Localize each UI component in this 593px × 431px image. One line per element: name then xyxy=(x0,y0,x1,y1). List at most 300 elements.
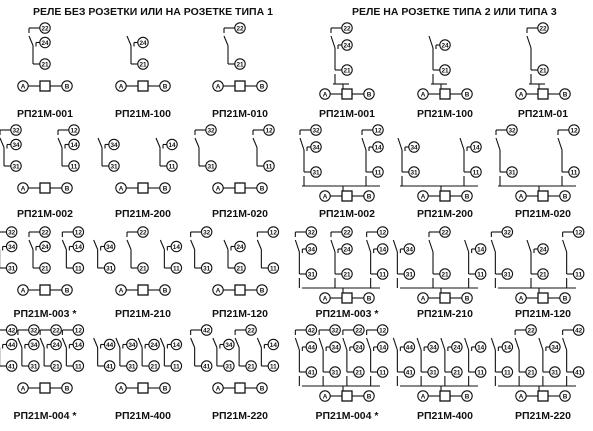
contact-blade xyxy=(563,240,567,252)
terminal-label: 12 xyxy=(379,229,387,237)
terminal-label: 31 xyxy=(307,271,315,279)
terminal-label: 32 xyxy=(503,229,511,237)
coil xyxy=(538,391,548,401)
contact-group-0 xyxy=(527,23,548,75)
coil xyxy=(138,285,148,295)
terminal-label: 14 xyxy=(374,144,382,152)
contact-group-0 xyxy=(331,23,352,75)
coil xyxy=(538,89,548,99)
terminal xyxy=(201,227,211,237)
terminal-label: 21 xyxy=(247,363,255,371)
terminal xyxy=(104,361,114,371)
relay-caption: РП21М-001 xyxy=(17,108,73,120)
terminal xyxy=(342,244,352,254)
terminal-label: A xyxy=(518,193,524,201)
terminal xyxy=(330,325,340,335)
terminal xyxy=(171,263,181,273)
terminal-label: 21 xyxy=(539,271,547,279)
terminal-label: 34 xyxy=(307,246,315,254)
terminal xyxy=(409,142,419,152)
terminal-label: 11 xyxy=(172,363,180,371)
terminal xyxy=(507,167,517,177)
terminal-label: 14 xyxy=(74,341,82,349)
terminal-label: 14 xyxy=(379,344,387,352)
terminal xyxy=(354,342,364,352)
terminal xyxy=(320,391,330,401)
terminal xyxy=(268,339,278,349)
terminal xyxy=(6,361,16,371)
terminal-label: B xyxy=(162,83,168,91)
terminal-label: 14 xyxy=(477,246,485,254)
contact-group-2 xyxy=(343,325,364,377)
terminal-label: 21 xyxy=(236,265,244,273)
contact-group-3 xyxy=(160,338,181,371)
relay-diagram xyxy=(94,338,182,393)
terminal xyxy=(213,383,223,393)
terminal xyxy=(62,81,72,91)
relay-caption: РП21М-200 xyxy=(115,208,171,220)
contact-blade xyxy=(496,138,500,150)
terminal xyxy=(18,81,28,91)
terminal xyxy=(306,227,316,237)
terminal-label: 21 xyxy=(139,61,147,69)
terminal-label: 12 xyxy=(269,229,277,237)
relay-caption: РП21М-01 xyxy=(517,108,569,120)
terminal-label: B xyxy=(562,295,568,303)
terminal xyxy=(40,23,50,33)
contact-group-0 xyxy=(127,36,148,69)
relay-caption: РП21М-210 xyxy=(115,308,171,320)
terminal xyxy=(224,339,234,349)
terminal-label: A xyxy=(118,385,124,393)
relay-diagram xyxy=(94,227,182,295)
terminal-label: A xyxy=(20,83,26,91)
terminal xyxy=(342,227,352,237)
terminal-label: 12 xyxy=(265,127,273,135)
terminal-label: 22 xyxy=(539,25,547,33)
terminal-label: 31 xyxy=(405,271,413,279)
contact-blade xyxy=(58,138,62,147)
contact-blade xyxy=(515,338,519,350)
terminal-label: A xyxy=(20,185,26,193)
terminal-label: 31 xyxy=(551,369,559,377)
terminal xyxy=(440,65,450,75)
coil xyxy=(342,191,352,201)
relay-caption: РП21М-100 xyxy=(417,108,473,120)
terminal-label: 14 xyxy=(70,141,78,149)
contact-blade xyxy=(94,338,98,347)
contact-blade xyxy=(491,240,495,252)
terminal-label: 34 xyxy=(110,141,118,149)
terminal xyxy=(462,89,472,99)
terminal-label: 41 xyxy=(575,369,583,377)
contact-blade xyxy=(0,138,4,147)
terminal xyxy=(160,183,170,193)
terminal xyxy=(69,161,79,171)
terminal xyxy=(40,263,50,273)
terminal xyxy=(471,142,481,152)
terminal-label: B xyxy=(162,385,168,393)
terminal-label: 31 xyxy=(110,163,118,171)
terminal xyxy=(550,342,560,352)
relay-diagram xyxy=(418,36,472,99)
terminal xyxy=(6,227,16,237)
terminal xyxy=(573,269,583,279)
relay-diagram xyxy=(491,227,584,303)
contact-group-1 xyxy=(429,227,450,279)
terminal-label: A xyxy=(118,287,124,295)
terminal xyxy=(306,244,316,254)
terminal xyxy=(364,191,374,201)
terminal-label: 31 xyxy=(128,363,136,371)
terminal xyxy=(213,81,223,91)
contact-blade xyxy=(62,338,66,347)
terminal xyxy=(502,342,512,352)
terminal xyxy=(560,89,570,99)
terminal-label: 31 xyxy=(8,265,16,273)
contact-blade xyxy=(224,36,228,45)
coil xyxy=(342,391,352,401)
terminal-label: 11 xyxy=(575,271,583,279)
terminal xyxy=(569,125,579,135)
terminal-label: 12 xyxy=(575,229,583,237)
terminal xyxy=(342,23,352,33)
terminal xyxy=(373,167,383,177)
relay-caption: РП21М-010 xyxy=(212,108,268,120)
contact-blade xyxy=(460,138,464,150)
terminal-label: 22 xyxy=(355,327,363,335)
terminal xyxy=(149,339,159,349)
terminal xyxy=(560,293,570,303)
terminal-label: 42 xyxy=(575,327,583,335)
contact-group-0 xyxy=(94,338,115,371)
terminal-label: 34 xyxy=(405,246,413,254)
terminal xyxy=(418,191,428,201)
terminal-label: 21 xyxy=(343,271,351,279)
terminal xyxy=(29,325,39,335)
header-socket-type-2-3: РЕЛЕ НА РОЗЕТКЕ ТИПА 2 ИЛИ ТИПА 3 xyxy=(352,6,557,18)
terminal xyxy=(373,125,383,135)
contact-group-1 xyxy=(18,325,39,371)
terminal xyxy=(516,191,526,201)
terminal-label: A xyxy=(420,393,426,401)
terminal xyxy=(342,269,352,279)
relay-caption: РП21М-001 xyxy=(319,108,375,120)
terminal-label: 44 xyxy=(307,344,315,352)
terminal-label: 31 xyxy=(312,169,320,177)
terminal-label: 11 xyxy=(379,369,387,377)
contact-group-0 xyxy=(98,138,119,171)
contact-blade xyxy=(367,338,371,350)
terminal xyxy=(73,263,83,273)
terminal-label: A xyxy=(420,193,426,201)
terminal xyxy=(306,269,316,279)
terminal xyxy=(320,293,330,303)
contact-blade xyxy=(18,338,22,347)
terminal-label: 32 xyxy=(312,127,320,135)
terminal-label: 34 xyxy=(8,243,16,251)
relay-caption: РП21М-400 xyxy=(417,410,473,422)
contact-group-1 xyxy=(515,325,536,377)
relay-diagram xyxy=(295,227,387,303)
contact-blade xyxy=(429,36,433,48)
terminal xyxy=(62,285,72,295)
terminal xyxy=(573,367,583,377)
terminal xyxy=(330,367,340,377)
contact-group-1 xyxy=(331,227,352,279)
contact-blade xyxy=(362,138,366,150)
contact-group-0 xyxy=(195,125,216,171)
coil xyxy=(40,383,50,393)
terminal-label: 44 xyxy=(8,341,16,349)
terminal xyxy=(235,59,245,69)
terminal-label: B xyxy=(64,185,70,193)
relay-diagram xyxy=(320,23,374,99)
terminal-label: 32 xyxy=(307,229,315,237)
terminal-label: 24 xyxy=(150,341,158,349)
terminal-label: 12 xyxy=(70,127,78,135)
terminal-label: 34 xyxy=(12,141,20,149)
terminal xyxy=(116,383,126,393)
contact-blade xyxy=(191,338,195,347)
contact-blade xyxy=(127,36,131,45)
terminal xyxy=(160,383,170,393)
contact-blade xyxy=(465,240,469,252)
terminal-label: 21 xyxy=(441,67,449,75)
terminal xyxy=(502,227,512,237)
terminal-label: A xyxy=(518,91,524,99)
relay-caption: РП21М-200 xyxy=(417,208,473,220)
terminal-label: 32 xyxy=(12,127,20,135)
terminal xyxy=(364,89,374,99)
terminal-label: 14 xyxy=(503,344,511,352)
terminal xyxy=(306,325,316,335)
terminal xyxy=(342,65,352,75)
terminal xyxy=(213,285,223,295)
contact-group-0 xyxy=(295,325,316,377)
coil xyxy=(40,183,50,193)
terminal-label: 12 xyxy=(570,127,578,135)
terminal xyxy=(104,339,114,349)
terminal-label: B xyxy=(464,393,470,401)
contact-group-0 xyxy=(393,240,414,279)
contact-blade xyxy=(295,240,299,252)
relay-caption: РП21М-020 xyxy=(515,208,571,220)
terminal-label: B xyxy=(366,91,372,99)
contact-blade xyxy=(331,36,335,48)
terminal-label: B xyxy=(162,185,168,193)
terminal-label: 34 xyxy=(429,344,437,352)
terminal-label: 11 xyxy=(70,163,78,171)
contact-group-3 xyxy=(257,338,278,371)
terminal-label: 31 xyxy=(508,169,516,177)
terminal xyxy=(264,125,274,135)
contact-blade xyxy=(160,240,164,249)
terminal-label: 24 xyxy=(343,42,351,50)
terminal-label: 31 xyxy=(207,163,215,171)
terminal-label: A xyxy=(20,287,26,295)
terminal-label: 24 xyxy=(453,344,461,352)
terminal xyxy=(6,325,16,335)
coil xyxy=(235,285,245,295)
coil xyxy=(138,383,148,393)
contact-blade xyxy=(367,240,371,252)
contact-blade xyxy=(156,138,160,147)
coil xyxy=(138,81,148,91)
contact-group-0 xyxy=(0,325,17,371)
terminal-label: 24 xyxy=(355,344,363,352)
contact-group-1 xyxy=(116,338,137,371)
terminal-label: 24 xyxy=(343,246,351,254)
contact-group-0 xyxy=(191,325,212,371)
contact-group-0 xyxy=(0,227,17,273)
coil xyxy=(235,81,245,91)
terminal-label: 24 xyxy=(139,39,147,47)
contact-group-1 xyxy=(460,138,481,177)
coil xyxy=(440,391,450,401)
terminal-label: 31 xyxy=(503,271,511,279)
terminal xyxy=(311,125,321,135)
terminal xyxy=(73,227,83,237)
terminal-label: 11 xyxy=(477,369,485,377)
contact-group-3 xyxy=(465,338,486,377)
contact-blade xyxy=(429,240,433,252)
relay-diagram xyxy=(0,325,84,393)
terminal xyxy=(62,183,72,193)
contact-group-0 xyxy=(496,125,517,177)
contact-blade xyxy=(465,338,469,350)
contact-group-2 xyxy=(441,338,462,377)
contact-blade xyxy=(300,138,304,150)
terminal xyxy=(206,161,216,171)
contact-group-2 xyxy=(138,338,159,371)
terminal xyxy=(104,263,114,273)
coil xyxy=(40,81,50,91)
coil xyxy=(138,183,148,193)
terminal-label: 31 xyxy=(203,265,211,273)
terminal xyxy=(138,227,148,237)
terminal xyxy=(462,391,472,401)
terminal-label: 31 xyxy=(410,169,418,177)
relay-caption: РП21М-100 xyxy=(115,108,171,120)
terminal-label: 34 xyxy=(331,344,339,352)
relay-diagram xyxy=(295,325,387,401)
terminal xyxy=(404,269,414,279)
terminal xyxy=(440,227,450,237)
terminal xyxy=(268,361,278,371)
terminal-label: 21 xyxy=(41,61,49,69)
terminal-label: A xyxy=(118,185,124,193)
terminal xyxy=(538,244,548,254)
contact-group-2 xyxy=(62,227,83,273)
terminal-label: 41 xyxy=(8,363,16,371)
terminal xyxy=(560,391,570,401)
terminal xyxy=(69,139,79,149)
contact-group-2 xyxy=(539,338,560,377)
terminal xyxy=(306,367,316,377)
terminal-label: 21 xyxy=(52,363,60,371)
contact-blade xyxy=(98,138,102,147)
terminal xyxy=(171,361,181,371)
terminal xyxy=(538,23,548,33)
terminal xyxy=(320,191,330,201)
contact-blade xyxy=(191,240,195,249)
terminal-label: B xyxy=(464,91,470,99)
contact-group-2 xyxy=(40,325,61,371)
terminal xyxy=(377,325,387,335)
terminal xyxy=(18,383,28,393)
terminal-label: 21 xyxy=(139,265,147,273)
terminal-label: 22 xyxy=(247,327,255,335)
contact-group-2 xyxy=(257,227,278,273)
contact-group-1 xyxy=(253,125,274,171)
terminal xyxy=(6,241,16,251)
terminal xyxy=(364,391,374,401)
terminal xyxy=(538,269,548,279)
terminal-label: 21 xyxy=(355,369,363,377)
terminal-label: 21 xyxy=(236,61,244,69)
terminal-label: 22 xyxy=(52,327,60,335)
terminal-label: A xyxy=(118,83,124,91)
terminal xyxy=(418,391,428,401)
relay-diagram xyxy=(195,125,274,193)
terminal xyxy=(377,269,387,279)
terminal xyxy=(268,263,278,273)
terminal xyxy=(502,269,512,279)
terminal xyxy=(73,339,83,349)
relay-diagram xyxy=(393,227,485,303)
contact-group-0 xyxy=(295,227,316,279)
coil xyxy=(40,285,50,295)
terminal-label: 11 xyxy=(265,163,273,171)
terminal xyxy=(404,342,414,352)
terminal-label: 14 xyxy=(172,341,180,349)
terminal xyxy=(257,81,267,91)
terminal xyxy=(116,285,126,295)
terminal xyxy=(40,227,50,237)
terminal-label: 42 xyxy=(8,327,16,335)
terminal xyxy=(404,244,414,254)
terminal xyxy=(418,89,428,99)
terminal-label: A xyxy=(518,295,524,303)
terminal xyxy=(354,325,364,335)
terminal xyxy=(569,167,579,177)
terminal xyxy=(462,191,472,201)
terminal-label: 14 xyxy=(172,243,180,251)
terminal xyxy=(418,293,428,303)
terminal-label: B xyxy=(562,91,568,99)
relay-diagram xyxy=(0,125,79,193)
terminal-label: 24 xyxy=(41,39,49,47)
contact-group-0 xyxy=(0,125,21,171)
contact-group-1 xyxy=(29,227,50,273)
contact-blade xyxy=(29,36,33,45)
terminal-label: 24 xyxy=(52,341,60,349)
terminal-label: 24 xyxy=(41,243,49,251)
terminal xyxy=(364,293,374,303)
terminal xyxy=(573,227,583,237)
contact-blade xyxy=(539,338,543,350)
terminal-label: A xyxy=(322,193,328,201)
terminal xyxy=(377,367,387,377)
contact-group-0 xyxy=(224,23,245,69)
relay-caption: РП21М-210 xyxy=(417,308,473,320)
contact-blade xyxy=(213,338,217,347)
contact-blade xyxy=(160,338,164,347)
terminal xyxy=(264,161,274,171)
terminal xyxy=(475,367,485,377)
terminal-label: 22 xyxy=(527,327,535,335)
